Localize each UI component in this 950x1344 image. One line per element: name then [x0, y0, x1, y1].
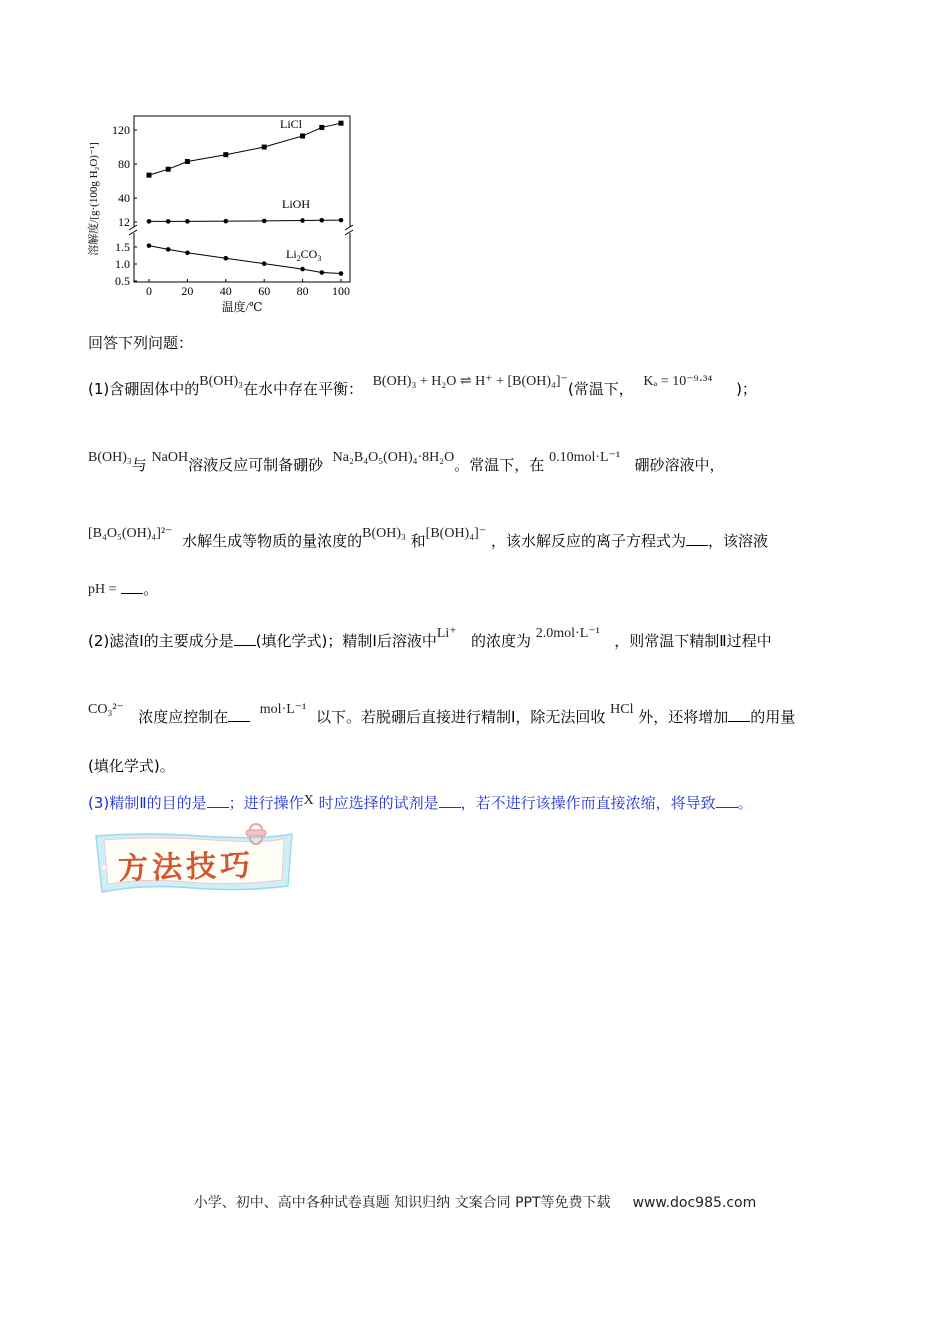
q3-text: (3)精制Ⅱ的目的是 — [88, 794, 207, 812]
answer-blank[interactable] — [207, 793, 229, 808]
data-point-licl — [319, 125, 324, 130]
answer-blank[interactable] — [121, 579, 143, 594]
series-label-li2co3: $Li_2CO_3$ — [286, 247, 322, 263]
series-line-lioh — [149, 220, 341, 221]
question-2-line-3: (填化学式)。 — [88, 757, 175, 775]
x-tick-label: 100 — [332, 284, 350, 298]
data-point-lioh — [320, 218, 325, 223]
data-point-li2co3 — [166, 247, 171, 252]
q1-text: (1)含硼固体中的 — [88, 380, 200, 398]
q3-text: ；进行操作 — [228, 794, 304, 812]
x-tick-label: 0 — [146, 284, 152, 298]
data-point-lioh — [262, 219, 267, 224]
q2-text: 以下。若脱硼后直接进行精制Ⅰ，除无法回收 — [315, 708, 606, 726]
q1-text: 在水中存在平衡： — [243, 380, 364, 398]
footer-text: 小学、初中、高中各种试卷真题 知识归纳 文案合同 PPT等免费下载 — [193, 1195, 611, 1211]
q1-text: 溶液反应可制备硼砂 — [188, 456, 324, 474]
lithium-concentration: 2.0mol·L⁻¹ — [535, 626, 600, 641]
operation-x: X — [303, 793, 314, 808]
data-point-lioh — [224, 219, 229, 224]
question-2-line-1 — [88, 626, 772, 654]
carbonate-ion-formula: CO₃²⁻ — [88, 702, 124, 717]
method-tips-banner — [92, 822, 302, 898]
data-point-licl — [147, 173, 152, 178]
q2-text: (填化学式)；精制Ⅰ后溶液中 — [255, 632, 437, 650]
y-tick-label: 120 — [112, 123, 130, 137]
y-tick-label: 0.5 — [115, 274, 130, 288]
borax-formula: Na₂B₄O₅(OH)₄·8H₂O — [332, 450, 455, 465]
y-tick-label: 1.0 — [115, 257, 130, 271]
concentration-value: 0.10mol·L⁻¹ — [549, 450, 621, 465]
data-point-li2co3 — [300, 267, 305, 272]
x-tick-label: 80 — [296, 284, 309, 298]
solubility-chart — [84, 112, 356, 318]
y-axis-label: 溶解度/[g·(100g H₂O)⁻¹] — [88, 142, 100, 256]
page-footer — [0, 1192, 950, 1212]
data-point-licl — [262, 145, 267, 150]
unit-mol-per-l: mol·L⁻¹ — [259, 702, 307, 717]
answer-blank[interactable] — [228, 707, 250, 722]
lithium-ion-formula: Li⁺ — [436, 626, 457, 641]
y-tick-label: 80 — [118, 157, 130, 172]
q2-text: 浓度应控制在 — [138, 708, 229, 726]
q3-text: 时应选择的试剂是 — [318, 794, 439, 812]
banner-title: 方法技巧 — [117, 848, 255, 887]
q2-text: ，则常温下精制Ⅱ过程中 — [614, 632, 772, 650]
q1-text: ，该水解反应的离子方程式为 — [490, 532, 686, 550]
q1-text: 硼砂溶液中， — [634, 456, 725, 474]
q1-text: ，该溶液 — [707, 532, 768, 550]
boric-acid-formula: B(OH)₃ — [199, 374, 244, 389]
question-2-line-2 — [88, 702, 796, 730]
answer-blank[interactable] — [234, 631, 256, 646]
question-1-line-1 — [88, 374, 757, 402]
ph-formula: pH = — [88, 582, 117, 597]
question-1-line-4 — [88, 578, 158, 602]
q1-text: 与 — [131, 456, 147, 474]
answer-blank[interactable] — [439, 793, 461, 808]
y-tick-label: 12 — [118, 215, 130, 229]
q3-text: ，若不进行该操作而直接浓缩，将导致 — [460, 794, 716, 812]
naoh-formula: NaOH — [151, 450, 189, 465]
data-point-licl — [223, 152, 228, 157]
footer-url[interactable]: www.doc985.com — [632, 1195, 757, 1211]
data-point-li2co3 — [339, 271, 344, 276]
data-point-li2co3 — [224, 256, 229, 261]
answer-blank[interactable] — [686, 531, 708, 546]
data-point-lioh — [339, 218, 344, 223]
q2-text: 的浓度为 — [470, 632, 531, 650]
boric-acid-formula: B(OH)₃ — [88, 450, 132, 465]
question-1-line-2 — [88, 450, 725, 478]
question-3-line-1 — [88, 792, 753, 816]
equilibrium-equation: B(OH)₃ + H₂O ⇌ H⁺ + [B(OH)₄]⁻ — [372, 374, 568, 389]
q1-text: 。常温下，在 — [454, 456, 545, 474]
series-line-licl — [149, 123, 341, 175]
tetraborate-ion-formula: [B₄O₅(OH)₄]²⁻ — [88, 526, 173, 541]
y-tick-label: 40 — [118, 191, 130, 206]
x-tick-label: 40 — [219, 284, 232, 298]
series-label-licl: LiCl — [280, 117, 303, 131]
data-point-licl — [339, 121, 344, 126]
question-1-line-3 — [88, 526, 768, 554]
y-tick-label: 1.5 — [115, 240, 130, 254]
data-point-li2co3 — [320, 270, 325, 275]
intro-text: 回答下列问题： — [88, 334, 194, 352]
data-point-licl — [185, 159, 190, 164]
x-tick-label: 20 — [181, 284, 194, 298]
x-tick-label: 60 — [258, 284, 271, 298]
data-point-licl — [166, 167, 171, 172]
q1-text: (常温下， — [567, 380, 634, 398]
hcl-formula: HCl — [610, 702, 634, 717]
series-label-lioh: LiOH — [282, 197, 310, 211]
answer-blank[interactable] — [716, 793, 738, 808]
q1-text: 。 — [143, 580, 159, 598]
q2-text: 的用量 — [750, 708, 796, 726]
q2-text: 外，还将增加 — [638, 708, 729, 726]
data-point-li2co3 — [262, 261, 267, 266]
data-point-lioh — [166, 219, 171, 224]
data-point-li2co3 — [185, 250, 190, 255]
data-point-lioh — [185, 219, 190, 224]
data-point-licl — [300, 133, 305, 138]
q1-text: )； — [736, 380, 757, 398]
data-point-lioh — [147, 219, 152, 224]
q3-text: 。 — [737, 794, 753, 812]
q1-text: 水解生成等物质的量浓度的 — [182, 532, 363, 550]
data-point-li2co3 — [147, 243, 152, 248]
boric-acid-formula: B(OH)₃ — [362, 526, 406, 541]
ka-expression: Kₐ = 10⁻⁹·³⁴ — [643, 374, 713, 389]
borate-ion-formula: [B(OH)₄]⁻ — [425, 526, 487, 541]
q1-text: 和 — [410, 532, 426, 550]
answer-blank[interactable] — [728, 707, 750, 722]
x-axis-label: 温度/℃ — [221, 300, 263, 314]
data-point-lioh — [300, 218, 305, 223]
q2-text: (2)滤渣Ⅰ的主要成分是 — [88, 632, 234, 650]
